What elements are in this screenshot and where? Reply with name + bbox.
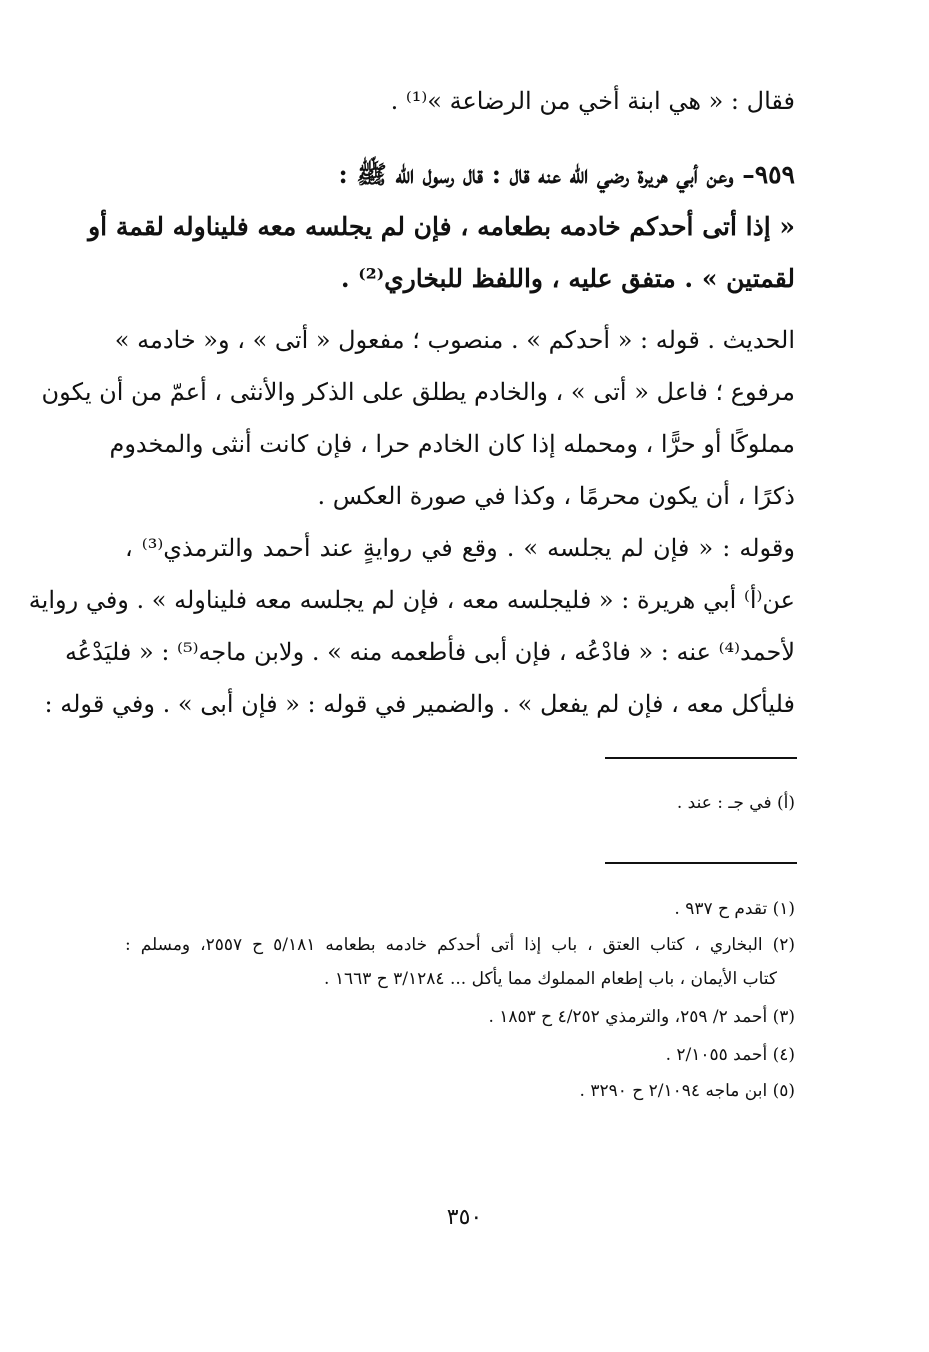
commentary-line-3: مملوكًا أو حرًّا ، ومحمله إذا كان الخادم حرا ، فإن كانت أنثى والمخدوم: [109, 430, 795, 458]
variant-note: (أ) في جـ : عند .: [676, 793, 795, 813]
hadith-text-line-2: « إذا أتى أحدكم خادمه بطعامه ، فإن لم يجلسه معه فليناوله لقمة أو: [88, 212, 795, 241]
footnote-2-continued: كتاب الأيمان ، باب إطعام المملوك مما يأكل ... ٣/١٢٨٤ ح ١٦٦٣ .: [324, 969, 777, 989]
page-number: ٣٥٠: [446, 1205, 483, 1230]
text-line-1: فقال : « هي ابنة أخي من الرضاعة »⁽¹⁾ .: [390, 87, 795, 115]
commentary-line-4: ذكرًا ، أن يكون محرمًا ، وكذا في صورة العكس .: [317, 482, 795, 510]
commentary-line-1: الحديث . قوله : « أحدكم » . منصوب ؛ مفعول « أتى » ، و« خادمه »: [114, 326, 795, 354]
footnote-4: (٤) أحمد ٢/١٠٥٥ .: [665, 1045, 795, 1065]
variant-note-rule: [605, 757, 797, 759]
footnotes-rule: [605, 862, 797, 864]
commentary-line-7: لأحمد⁽⁴⁾ عنه : « فادْعُه ، فإن أبى فأطعمه منه » . ولابن ماجه⁽⁵⁾ : « فليَدْعُه: [64, 638, 795, 666]
commentary-line-2: مرفوع ؛ فاعل « أتى » ، والخادم يطلق على الذكر والأنثى ، أعمّ من أن يكون: [41, 378, 795, 406]
footnote-5: (٥) ابن ماجه ٢/١٠٩٤ ح ٣٢٩٠ .: [579, 1081, 795, 1101]
commentary-line-6: عن⁽أ⁾ أبي هريرة : « فليجلسه معه ، فإن لم يجلسه معه فليناوله » . وفي رواية: [28, 586, 795, 614]
hadith-text-line-3: لقمتين » . متفق عليه ، واللفظ للبخاري⁽²⁾ .: [340, 264, 795, 293]
hadith-heading-line: ٩٥٩– وعن أبي هريرة رضي الله عنه قال : قال رسول الله ﷺ :: [338, 160, 795, 189]
footnote-1: (١) تقدم ح ٩٣٧ .: [674, 899, 795, 919]
commentary-line-5: وقوله : « فإن لم يجلسه » . وقع في روايةٍ عند أحمد والترمذي⁽³⁾ ،: [125, 534, 795, 562]
commentary-line-8: فليأكل معه ، فإن لم يفعل » . والضمير في قوله : « فإن أبى » . وفي قوله :: [44, 690, 795, 718]
footnote-3: (٣) أحمد ٢/ ٢٥٩، والترمذي ٤/٢٥٢ ح ١٨٥٣ .: [488, 1007, 795, 1027]
footnote-2: (٢) البخاري ، كتاب العتق ، باب إذا أتى أحدكم خادمه بطعامه ٥/١٨١ ح ٢٥٥٧، ومسلم :: [125, 935, 795, 955]
